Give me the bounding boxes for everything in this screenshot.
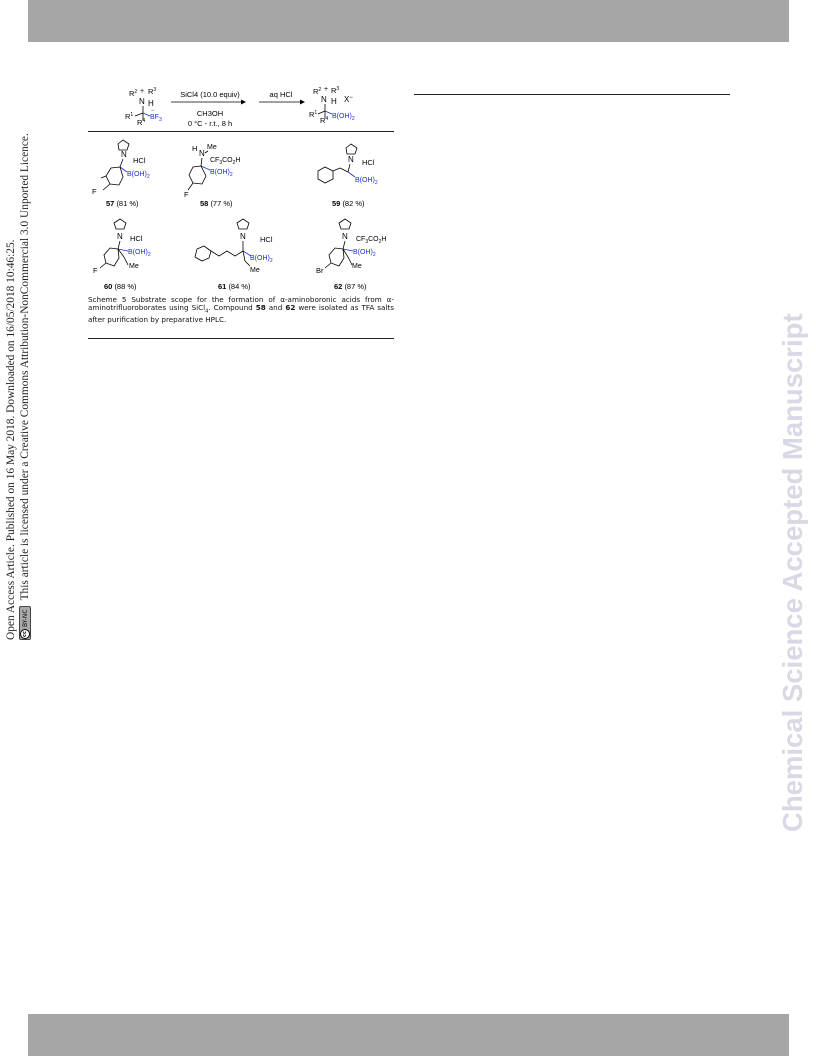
svg-text:N: N <box>342 232 348 241</box>
starting-material-structure <box>125 87 162 127</box>
svg-text:N: N <box>199 149 205 158</box>
compound-62-structure <box>316 219 386 275</box>
svg-text:Br: Br <box>316 266 324 275</box>
caption-bold-62: 62 <box>285 303 296 313</box>
scheme-figure <box>0 0 816 340</box>
svg-text:X−: X− <box>344 95 353 104</box>
compound-60-structure <box>93 219 151 275</box>
compound-59-structure <box>318 144 378 186</box>
svg-text:H: H <box>331 97 337 106</box>
compound-label-60: 60 (88 %) <box>104 282 137 291</box>
svg-text:B(OH)2: $B(OH)_2$ <box>210 169 233 178</box>
reagent-sicl4: SiCl4 (10.0 equiv) <box>180 90 240 99</box>
scheme-caption <box>88 296 394 325</box>
sidebar-line-2[interactable]: This article is licensed under a Creative Commons Attribution-NonCommercial 3.0 Unported Licence. <box>19 133 31 601</box>
compound-58-structure <box>184 144 240 199</box>
compound-label-57: 57 (81 %) <box>106 199 139 208</box>
accepted-manuscript-watermark: Chemical Science Accepted Manuscript <box>777 313 808 832</box>
svg-text:Me: Me <box>250 267 260 274</box>
svg-text:R2: $R^2$ <box>313 87 322 96</box>
svg-text:HCl: HCl <box>130 234 143 243</box>
svg-text:CF3CO2H: $CF_3CO_2H$ <box>210 157 241 166</box>
svg-text:N: N <box>139 97 145 106</box>
svg-text:F: F <box>93 266 98 275</box>
caption-text-4: were isolated as TFA salts after purification by preparative HPLC. <box>88 303 394 325</box>
svg-text:N: N <box>121 150 127 159</box>
reaction-conditions: 0 °C - r.t., 8 h <box>187 119 233 128</box>
svg-text:−: − <box>151 108 155 114</box>
svg-text:HCl: HCl <box>133 156 146 165</box>
svg-text:B(OH)2: $B(OH)_2$ <box>353 249 376 258</box>
svg-text:R3: $R^3$ <box>148 87 157 96</box>
svg-text:F: F <box>92 187 97 196</box>
svg-text:B(OH)2: $B(OH)_2$ <box>355 177 378 186</box>
compound-label-59: 59 (82 %) <box>332 199 365 208</box>
svg-text:HCl: HCl <box>260 235 273 244</box>
svg-text:+: + <box>140 88 145 95</box>
svg-text:Me: Me <box>207 144 217 151</box>
svg-text:HCl: HCl <box>362 158 375 167</box>
caption-text-3: and <box>265 303 286 313</box>
svg-text:B(OH)2: $B(OH)_2$ <box>127 171 150 180</box>
svg-text:CF3CO2H: $CF_3CO_2H$ <box>356 236 387 245</box>
product-structure <box>309 86 355 125</box>
caption-label: Scheme 5 <box>88 295 127 304</box>
svg-text:N: N <box>321 95 327 104</box>
compound-label-61: 61 (84 %) <box>218 282 251 291</box>
svg-text:R4: $R^4$ <box>137 118 146 127</box>
svg-text:N: N <box>240 232 246 241</box>
svg-text:H: H <box>148 99 154 108</box>
svg-text:R4: $R^4$ <box>320 116 329 125</box>
svg-text:N: N <box>348 155 354 164</box>
caption-bold-58: 58 <box>255 303 266 313</box>
sidebar-line-1[interactable]: Open Access Article. Published on 16 May 2018. Downloaded on 16/05/2018 10:46:25. <box>5 239 17 640</box>
caption-subscript: 4 <box>205 308 209 315</box>
caption-text-1: Substrate scope for the formation of α-aminoboronic acids from α-aminotrifluoroborates using SiCl <box>88 295 394 313</box>
svg-text:Me: Me <box>352 263 362 270</box>
compound-label-58: 58 (77 %) <box>200 199 233 208</box>
svg-text:R1: $R^1$ <box>309 110 318 119</box>
svg-text:B(OH)2: $B(OH)_2$ <box>128 249 151 258</box>
svg-text:BF3: $BF_3$ <box>150 114 162 123</box>
caption-text-2: . Compound <box>208 303 256 313</box>
cc-by-nc-badge[interactable] <box>19 606 31 640</box>
svg-text:R3: $R^3$ <box>331 86 340 95</box>
svg-text:R1: $R^1$ <box>125 112 134 121</box>
svg-text:R2: $R^2$ <box>129 89 138 98</box>
second-step-reagent: aq HCl <box>269 90 293 99</box>
footer-band <box>28 1014 789 1056</box>
svg-text:Me: Me <box>129 263 139 270</box>
svg-text:H: H <box>192 144 198 153</box>
compound-61-structure <box>195 219 273 274</box>
svg-text:+: + <box>324 86 329 93</box>
svg-text:F: F <box>184 190 189 199</box>
compound-label-62: 62 (87 %) <box>334 282 367 291</box>
solvent-methanol: CH3OH <box>196 109 224 118</box>
svg-text:B(OH)2: $B(OH)_2$ <box>250 255 273 264</box>
svg-text:N: N <box>117 232 123 241</box>
by-nc-label: BY-NC <box>21 609 29 627</box>
svg-text:B(OH)2: $B(OH)_2$ <box>332 113 355 122</box>
compound-57-structure <box>92 140 150 196</box>
cc-icon: cc <box>20 629 30 639</box>
